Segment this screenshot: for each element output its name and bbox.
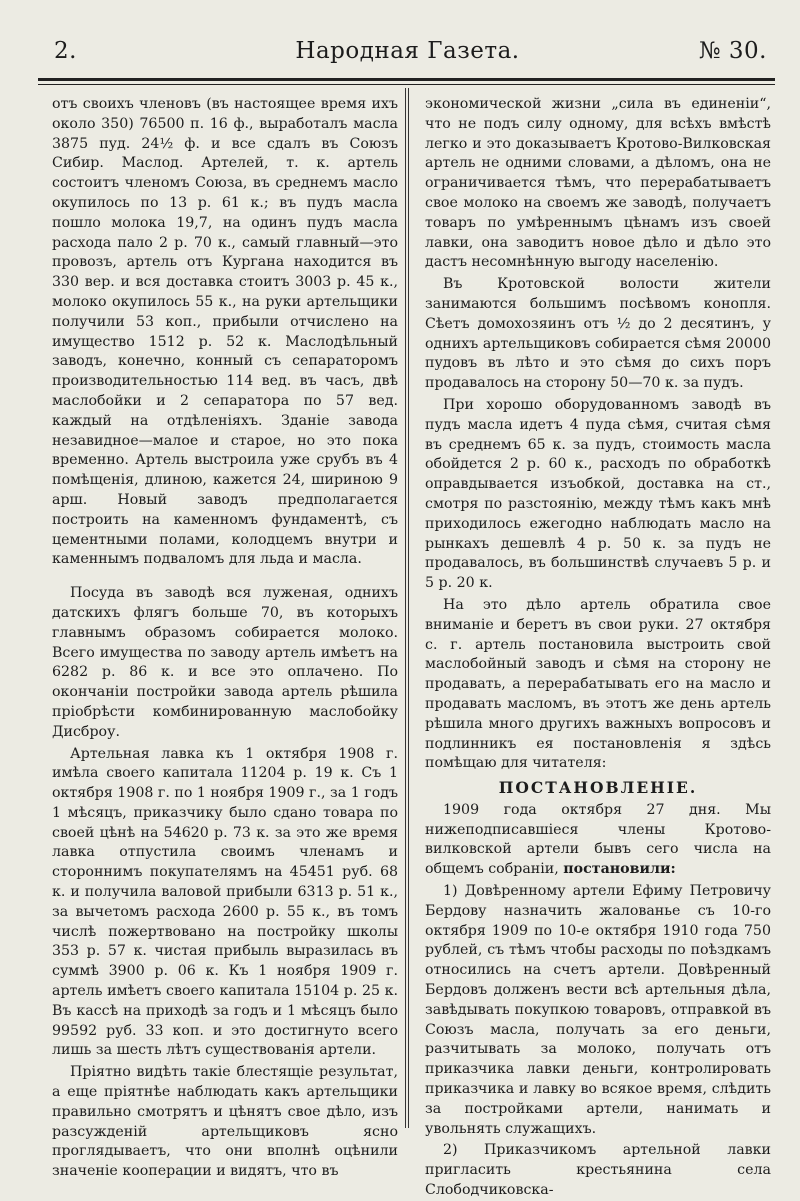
page-header xyxy=(40,38,775,78)
issue-number: № 30. xyxy=(698,38,767,64)
page-number: 2. xyxy=(54,38,77,64)
header-rule-thin xyxy=(38,84,775,85)
paragraph: экономической жизни „сила въ единеніи“, что не подъ силу одному, для всѣхъ вмѣстѣ легко и это доказываетъ Кротово-Вилковская артель не одними словами, а дѣломъ, она не ограничивается тѣмъ, что перерабатываетъ свое молоко на своемъ же заводѣ, получаетъ товаръ по умѣреннымъ цѣнамъ изъ своей лавки, она заводитъ новое дѣло и дѣло это дастъ несомнѣнную выгоду населенію. xyxy=(425,96,771,271)
newspaper-title: Народная Газета. xyxy=(295,38,520,64)
resolution-intro: 1909 года октября 27 дня. Мы нижеподписавшіеся члены Кротово-вилковской артели бывъ сего числа на общемъ собраніи, xyxy=(425,801,771,878)
paragraph: Въ Кротовской волости жители занимаются большимъ посѣвомъ конопля. Сѣетъ домохозяинъ отъ ½ до 2 десятинъ, у однихъ артельщиковъ собирается сѣмя 20000 пудовъ въ лѣто и это сѣмя до сихъ поръ продавалось на сторону 50—70 к. за пудъ. xyxy=(425,276,771,392)
paragraph: Посуда въ заводѣ вся луженая, однихъ датскихъ флягъ больше 70, въ которыхъ главнымъ образомъ собирается молоко. Всего имущества по заводу артель имѣетъ на 6282 р. 86 к. и все это оплачено. По окончаніи постройки завода артель рѣшила пріобрѣсти комбинированную маслобойку Дисброу. xyxy=(52,585,398,740)
header-rule-thick xyxy=(38,78,775,81)
paragraph: На это дѣло артель обратила свое вниманіе и беретъ въ свои руки. 27 октября с. г. артель постановила выстроить свой маслобойный заводъ и сѣмя на сторону не продавать, а перерабатывать его на масло и продавать масломъ, въ этотъ же день артель рѣшила много другихъ важныхъ вопросовъ и подлинникъ ея постановленія я здѣсь помѣщаю для читателя: xyxy=(425,596,771,772)
paragraph xyxy=(425,801,771,880)
paragraph: отъ своихъ членовъ (въ настоящее время ихъ около 350) 76500 п. 16 ф., выработалъ масла 3875 пуд. 24½ ф. и все сдалъ въ Союзъ Сибир. Маслод. Артелей, т. к. артель состоитъ членомъ Союза, въ среднемъ масло окупилось по 13 р. 61 к.; въ пудъ масла пошло молока 19,7, на одинъ пудъ масла расхода пало 2 р. 70 к., самый главный—это провозъ, артель отъ Кургана находится въ 330 вер. и вся доставка стоитъ 3003 р. 45 к., молоко окупилось 55 к., на руки артельщики получили 53 коп., прибыли отчислено на имущество 1512 р. 52 к. Маслодѣльный заводъ, конечно, конный съ сепараторомъ производительностью 114 вед. въ часъ, двѣ маслобойки и 2 сепаратора по 57 вед. каждый на отдѣленіяхъ. Зданіе завода незавидное—малое и старое, но это пока временно. Артель выстроила уже срубъ въ 4 помѣщенія, длиною, кажется 24, шириною 9 арш. Новый заводъ предполагается построить на каменномъ фундаментѣ, съ цементными полами, колодцемъ внутри и каменнымъ подваломъ для льда и масла. xyxy=(52,96,398,568)
paragraph: Артельная лавка къ 1 октября 1908 г. имѣла своего капитала 11204 р. 19 к. Съ 1 октября 1908 г. по 1 ноября 1909 г., за 1 годъ 1 мѣсяцъ, приказчику было сдано товара по своей цѣнѣ на 54620 р. 73 к. за это же время лавка отпустила своимъ членамъ и стороннимъ покупателямъ на 45451 руб. 68 к. и получила валовой прибыли 6313 р. 51 к., за вычетомъ расхода 2600 р. 55 к., въ томъ числѣ пожертвовано на постройку школы 353 р. 57 к. чистая прибыль выразилась въ суммѣ 3900 р. 06 к. Къ 1 ноября 1909 г. артель имѣетъ своего капитала 15104 р. 25 к. Въ кассѣ на приходѣ за годъ и 1 мѣсяцъ было 99592 руб. 33 коп. и это достигнуто всего лишь за шесть лѣтъ существованія артели. xyxy=(52,745,398,1059)
paragraph: 2) Приказчикомъ артельной лавки пригласить крестьянина села Слободчиковска- xyxy=(425,1142,771,1199)
paragraph: 1) Довѣренному артели Ефиму Петровичу Бердову назначить жалованье съ 10-го октября 1909 по 10-е октября 1910 года 750 рублей, съ тѣмъ чтобы расходы по поѣздкамъ относились на счетъ артели. Довѣренный Бердовъ долженъ вести всѣ артельныя дѣла, завѣдывать покупкою товаровъ, отправкой въ Союзъ масла, получать за его деньги, разчитывать за молоко, получать отъ приказчика лавки деньги, контролировать приказчика и лавку во всякое время, слѣдить за постройками артели, нанимать и увольнять служащихъ. xyxy=(425,883,771,1137)
paragraph: При хорошо оборудованномъ заводѣ въ пудъ масла идетъ 4 пуда сѣмя, считая сѣмя въ среднемъ 65 к. за пудъ, стоимость масла обойдется 2 р. 60 к., расходъ по обработкѣ оправдывается изъобкой, доставка на ст., смотря по разстоянію, между тѣмъ какъ мнѣ приходилось ежегодно наблюдать масло на рынкахъ дешевлѣ 4 р. 50 к. за пудъ не продавалось, въ большинствѣ случаевъ 5 р. и 5 р. 20 к. xyxy=(425,396,771,592)
column-divider xyxy=(405,88,406,1128)
resolution-heading: ПОСТАНОВЛЕНІЕ. xyxy=(498,778,698,798)
right-column xyxy=(425,95,771,1201)
left-column xyxy=(52,95,398,1182)
resolution-decided: постановили: xyxy=(563,861,676,878)
paragraph: Пріятно видѣть такіе блестящіе результат, а еще пріятнѣе наблюдать какъ артельщики правильно смотрятъ и цѣнятъ свое дѣло, изъ разсужденій артельщиковъ ясно проглядываетъ, что они вполнѣ оцѣнили значеніе кооперации и видятъ, что въ xyxy=(52,1064,398,1180)
